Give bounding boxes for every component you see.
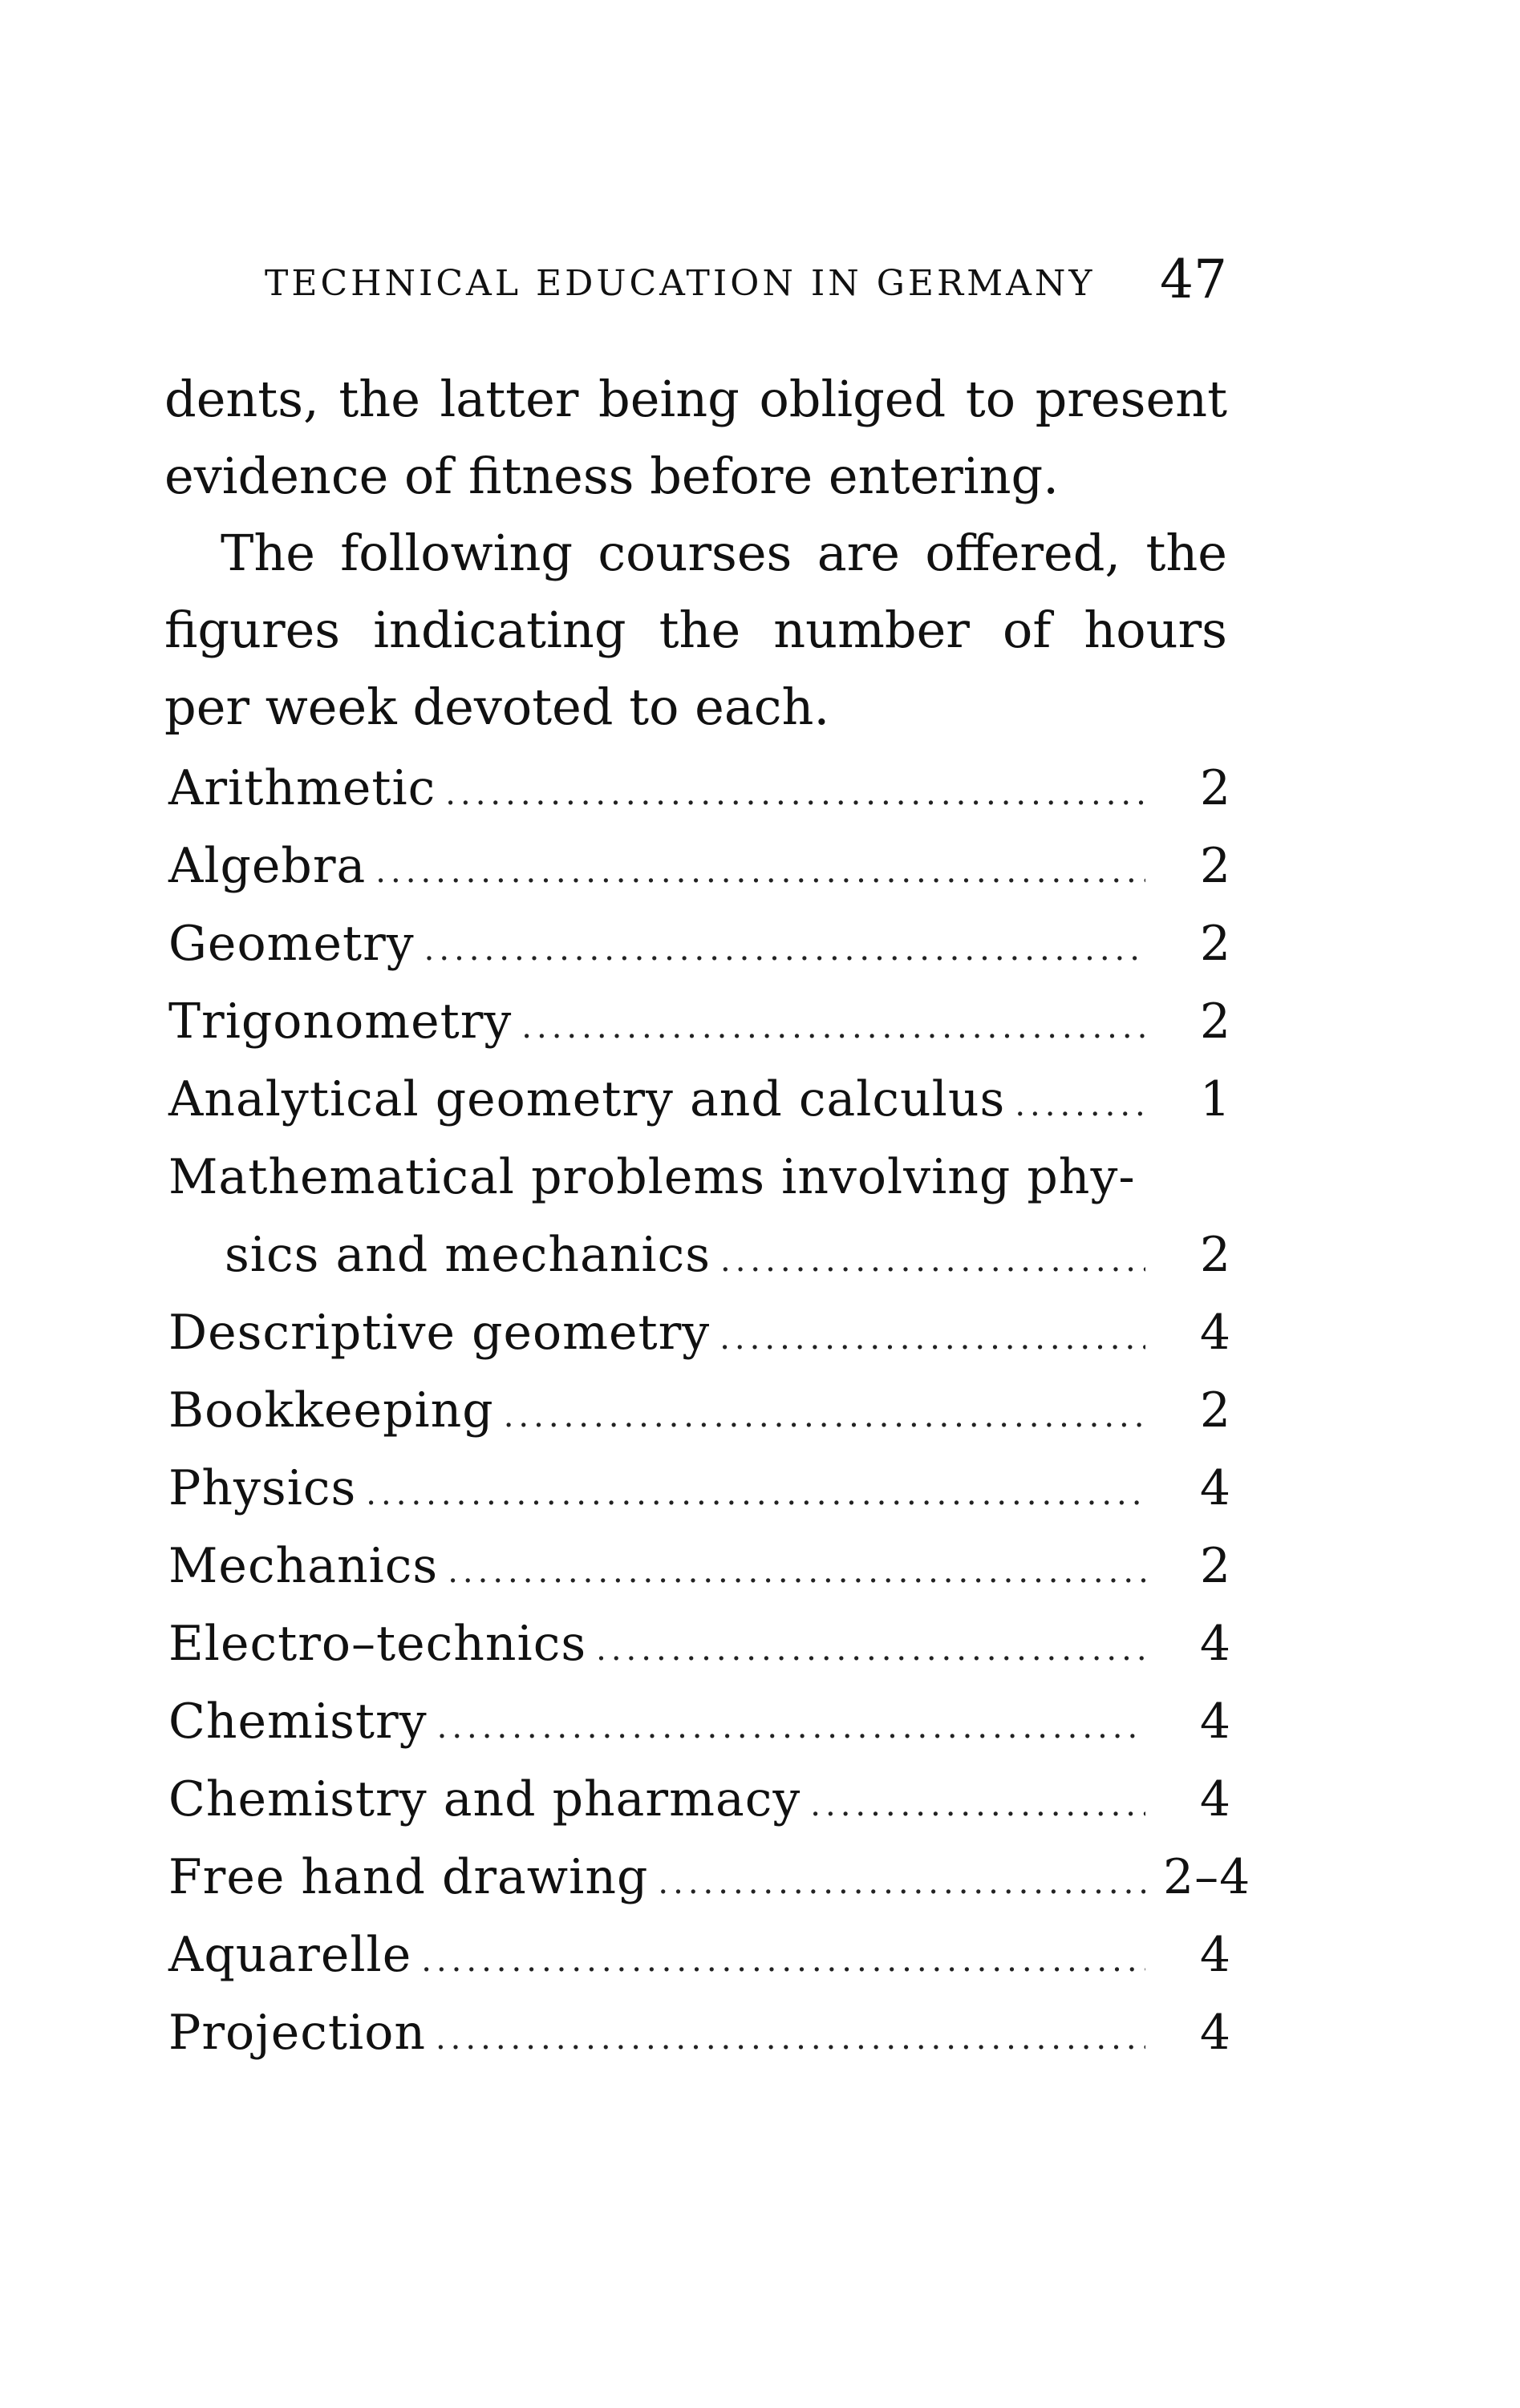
course-row-chemistry	[168, 1683, 1231, 1761]
course-hours: 2	[1199, 1538, 1231, 1594]
running-head	[265, 249, 1227, 313]
course-hours: 4	[1199, 1616, 1231, 1672]
course-name: Chemistry and pharmacy	[168, 1771, 801, 1827]
course-row-free-hand-drawing	[168, 1839, 1251, 1916]
dot-leader	[421, 1922, 1145, 2000]
dot-leader	[375, 833, 1145, 911]
dot-leader	[366, 1455, 1145, 1533]
course-name: Analytical geometry and calculus	[168, 1071, 1006, 1127]
course-list	[168, 750, 1251, 2072]
dot-leader	[448, 1533, 1145, 1611]
course-row-projection	[168, 1994, 1231, 2072]
dot-leader	[720, 1222, 1145, 1300]
course-name: Algebra	[168, 838, 367, 894]
dot-leader	[1015, 1066, 1145, 1144]
course-name: Bookkeeping	[168, 1382, 494, 1439]
running-title: TECHNICAL EDUCATION IN GERMANY	[265, 263, 1096, 304]
course-name: Chemistry	[168, 1694, 428, 1750]
course-row-aquarelle	[168, 1916, 1231, 1994]
course-row-physics	[168, 1450, 1231, 1528]
course-name: Descriptive geometry	[168, 1305, 711, 1361]
dot-leader	[719, 1300, 1145, 1378]
dot-leader	[424, 911, 1145, 989]
course-hours: 1	[1199, 1071, 1231, 1127]
dot-leader	[437, 1689, 1145, 1767]
course-name: sics and mechanics	[225, 1227, 711, 1283]
course-row-mechanics	[168, 1528, 1231, 1605]
course-hours: 2	[1199, 994, 1231, 1050]
course-hours: 4	[1199, 1460, 1231, 1516]
course-hours: 2	[1199, 838, 1231, 894]
course-row-physics-mechanics-continuation	[168, 1216, 1231, 1294]
course-row-electro-technics	[168, 1605, 1231, 1683]
dot-leader	[436, 2000, 1145, 2078]
dot-leader	[810, 1767, 1145, 1844]
course-row-geometry	[168, 905, 1231, 983]
dot-leader	[445, 755, 1145, 833]
course-hours: 4	[1199, 2005, 1231, 2061]
course-name: Electro–technics	[168, 1616, 587, 1672]
course-name: Mechanics	[168, 1538, 439, 1594]
dot-leader	[658, 1844, 1145, 1922]
course-hours: 2	[1199, 1227, 1231, 1283]
paragraph-courses-intro: The following courses are offered, the figures indicating the number of hours per week devoted to each.	[164, 524, 1227, 736]
course-row-arithmetic	[168, 750, 1231, 828]
course-name: Free hand drawing	[168, 1849, 649, 1905]
course-row-chemistry-pharmacy	[168, 1761, 1231, 1839]
course-name: Physics	[168, 1460, 357, 1516]
dot-leader	[521, 989, 1145, 1066]
course-hours: 2	[1199, 760, 1231, 816]
course-hours: 4	[1199, 1694, 1231, 1750]
course-row-mathematical-problems	[168, 1139, 1231, 1216]
course-row-bookkeeping	[168, 1372, 1231, 1450]
course-name: Arithmetic	[168, 760, 436, 816]
page-number: 47	[1160, 249, 1227, 310]
course-name: Mathematical problems involving phy-	[168, 1149, 1136, 1205]
course-name: Trigonometry	[168, 994, 513, 1050]
course-name: Geometry	[168, 916, 415, 972]
course-hours: 4	[1199, 1927, 1231, 1983]
course-hours: 4	[1199, 1305, 1231, 1361]
course-name: Projection	[168, 2005, 426, 2061]
course-hours: 2–4	[1163, 1849, 1251, 1905]
course-hours: 4	[1199, 1771, 1231, 1827]
dot-leader	[596, 1611, 1145, 1689]
course-row-trigonometry	[168, 983, 1231, 1061]
course-name: Aquarelle	[168, 1927, 412, 1983]
course-row-algebra	[168, 828, 1231, 905]
dot-leader	[504, 1378, 1145, 1455]
course-row-analytical-geometry	[168, 1061, 1231, 1139]
course-row-descriptive-geometry	[168, 1294, 1231, 1372]
course-hours: 2	[1199, 1382, 1231, 1439]
paragraph-continuation: dents, the latter being obliged to present evidence of fitness before entering.	[164, 370, 1227, 505]
course-hours: 2	[1199, 916, 1231, 972]
